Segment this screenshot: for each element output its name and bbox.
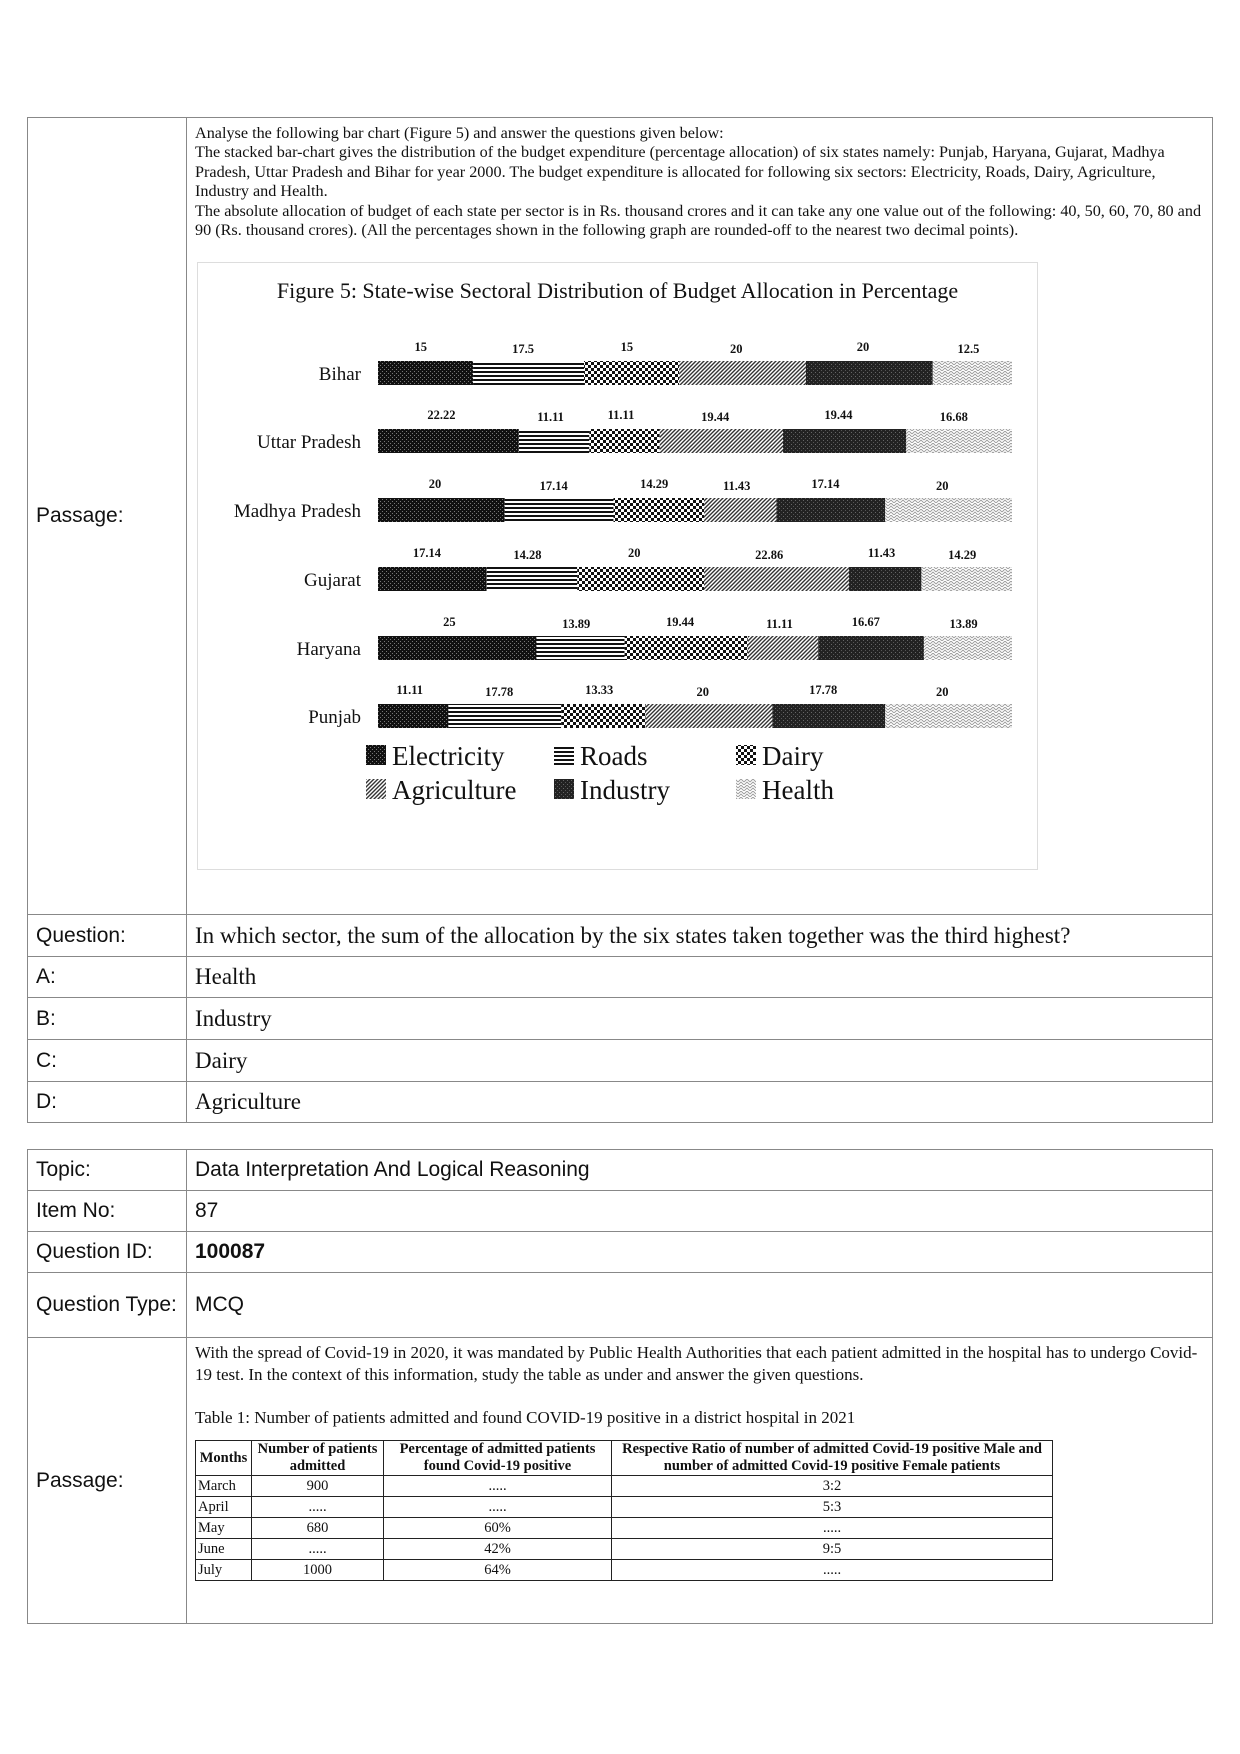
table-cell: .....: [612, 1518, 1053, 1539]
bar-segment: [613, 498, 704, 522]
table-cell: .....: [252, 1497, 384, 1518]
option-b-text[interactable]: Industry: [187, 998, 1213, 1040]
bar-segment: [783, 429, 906, 453]
data-label: 20: [428, 477, 442, 492]
table-cell: 42%: [384, 1539, 612, 1560]
bar-segment: [625, 636, 748, 660]
bar-segment: [748, 636, 818, 660]
category-label: Haryana: [296, 639, 361, 661]
data-label: 13.89: [562, 617, 591, 632]
bar-segment: [378, 498, 505, 522]
category-label: Punjab: [308, 707, 361, 729]
table-cell: April: [196, 1497, 252, 1518]
table-row: [196, 1539, 1053, 1560]
bar-segment: [777, 498, 886, 522]
legend-swatch: [366, 745, 386, 765]
option-c-text[interactable]: Dairy: [187, 1040, 1213, 1082]
bar-segment: [660, 429, 783, 453]
category-label: Bihar: [318, 364, 361, 386]
data-label: 22.86: [755, 548, 784, 563]
bar-segment: [378, 704, 448, 728]
table-row: [196, 1476, 1053, 1497]
table-caption: Table 1: Number of patients admitted and found COVID-19 positive in a district hospital in 2021: [195, 1408, 856, 1427]
data-label: 17.78: [485, 685, 514, 700]
data-label: 14.29: [948, 548, 977, 563]
table-cell: 1000: [252, 1560, 384, 1581]
table-row: [196, 1560, 1053, 1581]
passage-cell: [187, 118, 1213, 915]
data-label: 11.11: [766, 617, 793, 632]
question-type-value: MCQ: [187, 1273, 1213, 1338]
legend-swatch: [736, 745, 756, 765]
data-label: 20: [856, 340, 870, 355]
passage-text-87: With the spread of Covid-19 in 2020, it was mandated by Public Health Authorities that each patient admitted in the hospital has to undergo Covid-19 test. In the context of this information, study the table as under and answer the given questions.: [195, 1343, 1198, 1384]
data-label: 15: [620, 340, 634, 355]
data-label: 11.11: [607, 408, 635, 423]
data-label: 11.11: [396, 683, 424, 698]
table-cell: June: [196, 1539, 252, 1560]
category-label: Gujarat: [304, 570, 361, 592]
bar-segment: [772, 704, 885, 728]
data-label: 19.44: [665, 615, 695, 630]
question-87-block: [27, 1149, 1213, 1624]
legend-label: Electricity: [392, 741, 505, 772]
covid-table: [195, 1440, 1053, 1581]
passage-line-3: The absolute allocation of budget of each state per sector is in Rs. thousand crores and it can take any one value out of the following: 40, 50, 60, 70, 80 and 90 (Rs. thousand crores). (All the percentages shown in the following graph are rounded-off to the nearest two decimal points).: [195, 201, 1202, 240]
header-ratio: Respective Ratio of number of admitted Covid-19 positive Male and number of admitted Covid-19 positive Female patients: [612, 1441, 1053, 1476]
data-label: 20: [936, 685, 949, 700]
table-cell: 5:3: [612, 1497, 1053, 1518]
bar-segment: [378, 567, 487, 591]
table-cell: May: [196, 1518, 252, 1539]
category-label: Uttar Pradesh: [257, 432, 361, 454]
table-cell: 3:2: [612, 1476, 1053, 1497]
legend-label: Agriculture: [392, 775, 517, 806]
bar-segment: [505, 498, 614, 522]
bar-segment: [577, 567, 704, 591]
legend-swatch: [366, 779, 386, 799]
data-label: 11.11: [537, 410, 564, 425]
bar-segment: [933, 361, 1012, 385]
data-label: 20: [696, 685, 709, 700]
table-cell: .....: [252, 1539, 384, 1560]
table-cell: 680: [252, 1518, 384, 1539]
data-label: 20: [936, 479, 949, 494]
header-percentage-positive: Percentage of admitted patients found Covid-19 positive: [384, 1441, 612, 1476]
data-label: 11.43: [867, 546, 896, 561]
figure-5-chart: [197, 262, 1038, 870]
table-cell: 9:5: [612, 1539, 1053, 1560]
passage-text: [195, 118, 1204, 240]
bar-segment: [849, 567, 921, 591]
bar-segment: [704, 567, 849, 591]
data-label: 16.68: [939, 410, 968, 425]
question-id-label: Question ID:: [28, 1232, 187, 1273]
data-label: 16.67: [851, 615, 880, 630]
question-86-block: [27, 117, 1213, 1123]
table-cell: March: [196, 1476, 252, 1497]
bar-segment: [818, 636, 924, 660]
legend-label: Dairy: [762, 741, 824, 772]
bar-segment: [806, 361, 933, 385]
topic-label: Topic:: [28, 1150, 187, 1191]
header-patients-admitted: Number of patients admitted: [252, 1441, 384, 1476]
passage-line-1: Analyse the following bar chart (Figure 5) and answer the questions given below:: [195, 124, 724, 142]
data-label: 19.44: [701, 410, 730, 425]
bar-segment: [921, 567, 1012, 591]
bar-segment: [885, 704, 1012, 728]
option-d-label: D:: [28, 1082, 187, 1123]
table-cell: 900: [252, 1476, 384, 1497]
topic-value: Data Interpretation And Logical Reasoning: [187, 1150, 1213, 1191]
option-d-text[interactable]: Agriculture: [187, 1082, 1213, 1123]
question-label: Question:: [28, 915, 187, 957]
bar-segment: [589, 429, 659, 453]
legend-swatch: [554, 745, 574, 765]
bar-segment: [378, 429, 519, 453]
bar-segment: [378, 636, 537, 660]
data-label: 17.78: [809, 683, 838, 698]
table-row: [196, 1518, 1053, 1539]
passage-label-87: Passage:: [28, 1338, 187, 1624]
bar-segment: [584, 361, 679, 385]
question-id-value: 100087: [187, 1232, 1213, 1273]
data-label: 19.44: [824, 408, 853, 423]
legend-swatch: [554, 779, 574, 799]
data-label: 25: [443, 615, 456, 630]
data-label: 20: [628, 546, 641, 561]
legend-label: Health: [762, 775, 834, 806]
data-label: 14.29: [640, 477, 669, 492]
option-b-label: B:: [28, 998, 187, 1040]
table-cell: .....: [384, 1476, 612, 1497]
table-row: [196, 1497, 1053, 1518]
option-c-label: C:: [28, 1040, 187, 1082]
item-no-value: 87: [187, 1191, 1213, 1232]
bar-segment: [487, 567, 578, 591]
stacked-bar-chart: [198, 263, 1037, 869]
passage-label: Passage:: [28, 118, 187, 915]
question-type-label: Question Type:: [28, 1273, 187, 1338]
data-label: 11.43: [722, 479, 751, 494]
data-label: 20: [729, 342, 743, 357]
data-label: 13.89: [949, 617, 978, 632]
legend-swatch: [736, 779, 756, 799]
data-label: 14.28: [513, 548, 542, 563]
bar-segment: [646, 704, 773, 728]
bar-segment: [473, 361, 584, 385]
table-cell: July: [196, 1560, 252, 1581]
passage-line-2: The stacked bar-chart gives the distribution of the budget expenditure (percentage allocation) of six states namely: Punjab, Haryana, Gujarat, Madhya Pradesh, Uttar Pradesh and Bihar for year 2000. The budget expenditure is allocated for following six sectors: Electricity, Roads, Dairy, Agriculture, Industry and Health.: [195, 143, 1165, 201]
legend-label: Industry: [580, 775, 670, 806]
table-cell: 64%: [384, 1560, 612, 1581]
bar-segment: [885, 498, 1012, 522]
chart-title: Figure 5: State-wise Sectoral Distribution of Budget Allocation in Percentage: [276, 278, 959, 304]
category-label: Madhya Pradesh: [233, 501, 361, 523]
data-label: 12.5: [957, 342, 980, 357]
data-label: 17.14: [539, 479, 568, 494]
bar-segment: [561, 704, 646, 728]
question-text: In which sector, the sum of the allocation by the six states taken together was the third highest?: [187, 915, 1213, 957]
option-a-label: A:: [28, 957, 187, 998]
bar-segment: [679, 361, 806, 385]
data-label: 17.14: [811, 477, 840, 492]
table-cell: .....: [384, 1497, 612, 1518]
data-label: 17.5: [512, 342, 534, 357]
bar-segment: [537, 636, 625, 660]
bar-segment: [704, 498, 776, 522]
bar-segment: [924, 636, 1012, 660]
covid-table-header: [196, 1441, 1053, 1476]
item-no-label: Item No:: [28, 1191, 187, 1232]
header-months: Months: [196, 1441, 252, 1476]
legend-label: Roads: [580, 741, 648, 772]
table-cell: .....: [612, 1560, 1053, 1581]
table-cell: 60%: [384, 1518, 612, 1539]
option-a-text[interactable]: Health: [187, 957, 1213, 998]
data-label: 15: [414, 340, 428, 355]
passage-cell-87: [187, 1338, 1213, 1624]
data-label: 13.33: [585, 683, 614, 698]
bar-segment: [378, 361, 473, 385]
bar-segment: [448, 704, 561, 728]
bar-segment: [906, 429, 1012, 453]
data-label: 22.22: [427, 408, 456, 423]
bar-segment: [519, 429, 589, 453]
covid-table-body: [196, 1476, 1053, 1581]
data-label: 17.14: [412, 546, 441, 561]
